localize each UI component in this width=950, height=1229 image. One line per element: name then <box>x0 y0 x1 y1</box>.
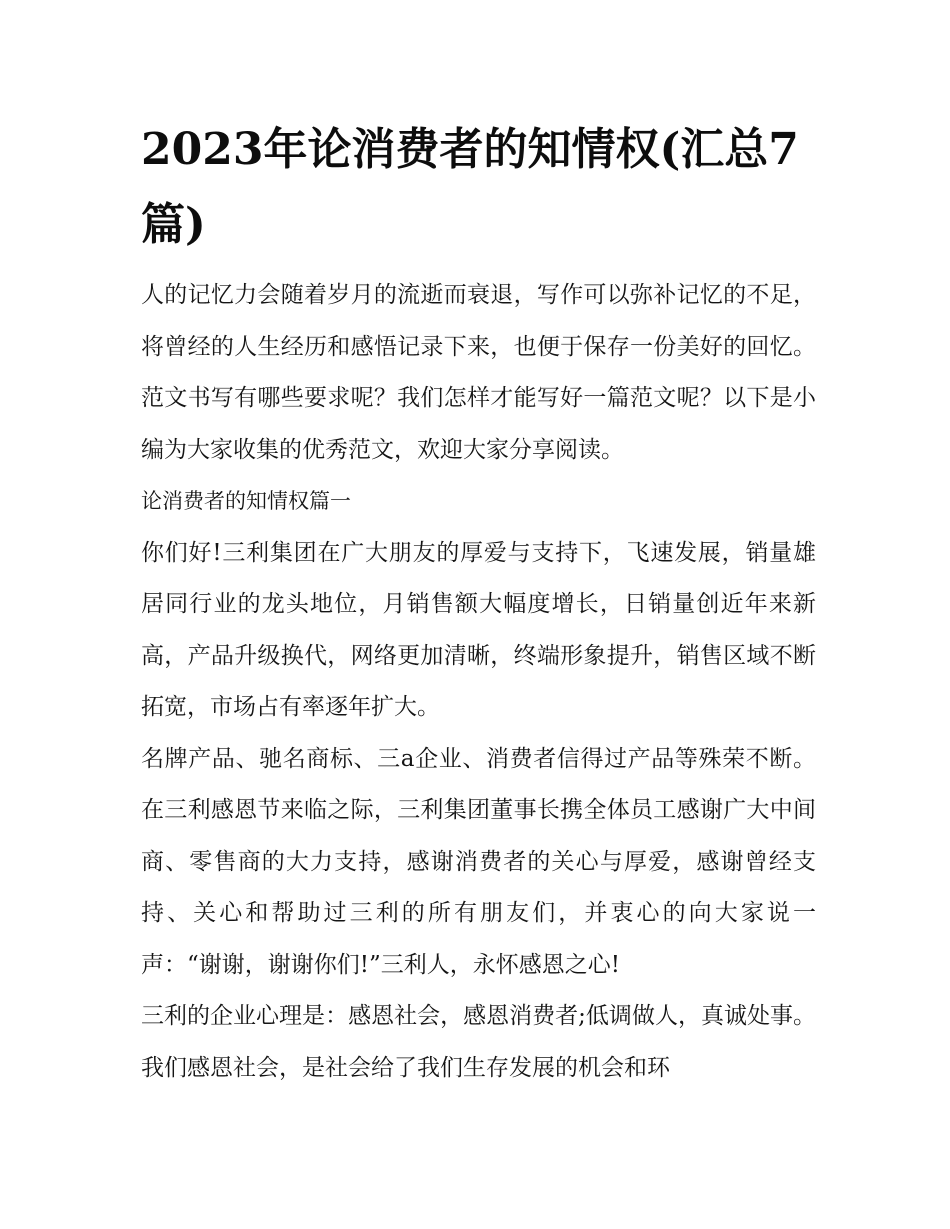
section-heading: 论消费者的知情权篇一 <box>141 489 351 513</box>
intro-paragraph: 人的记忆力会随着岁月的流逝而衰退，写作可以弥补记忆的不足，将曾经的人生经历和感悟记录下来，也便于保存一份美好的回忆。范文书写有哪些要求呢？我们怎样才能写好一篇范文呢？以下是小编为大家收集的优秀范文，欢迎大家分享阅读。 <box>141 282 816 463</box>
document-body <box>141 112 816 1094</box>
body-paragraph-1: 你们好!三利集团在广大朋友的厚爱与支持下，飞速发展，销量雄居同行业的龙头地位，月销售额大幅度增长，日销量创近年来新高，产品升级换代，网络更加清晰，终端形象提升，销售区域不断拓宽，市场占有率逐年扩大。 <box>141 539 816 720</box>
body-paragraph-2: 名牌产品、驰名商标、三a企业、消费者信得过产品等殊荣不断。在三利感恩节来临之际，三利集团董事长携全体员工感谢广大中间商、零售商的大力支持，感谢消费者的关心与厚爱，感谢曾经支持、关心和帮助过三利的所有朋友们，并衷心的向大家说一声：“谢谢，谢谢你们!”三利人，永怀感恩之心! <box>141 745 816 978</box>
body-paragraph-3: 三利的企业心理是：感恩社会，感恩消费者;低调做人，真诚处事。我们感恩社会，是社会给了我们生存发展的机会和环 <box>141 1003 816 1081</box>
document-title: 2023年论消费者的知情权(汇总7篇) <box>141 124 799 250</box>
